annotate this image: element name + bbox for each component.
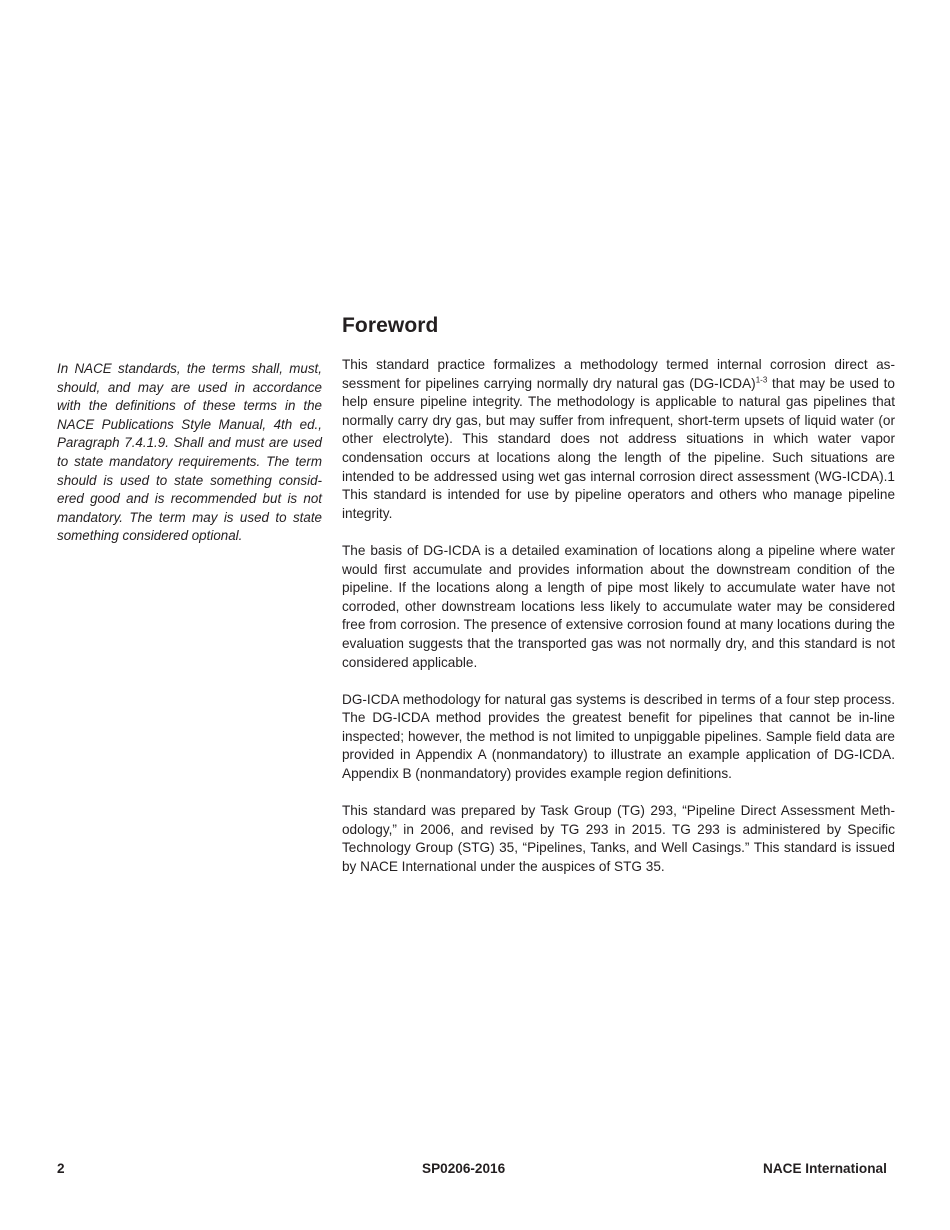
paragraph-1-text-b: that may be used to help ensure pipeline integrity. The methodology is applicable to natural gas pipelines that normally carry dry gas, but may suffer from infrequent, short-term upsets of liquid water (or other electrolyte). This standard does not address situations in which water vapor condensation occurs at locations along the length of the pipeline. Such situations are intended to be addressed using wet gas internal corrosion direct assessment (WG-ICDA).1 This standard is intended for use by pipeline operators and others who manage pipeline integrity. [342,375,895,521]
foreword-section [342,312,895,895]
footer-document-id: SP0206-2016 [422,1161,506,1176]
footer-organization: NACE International [763,1161,887,1176]
section-title: Foreword [342,314,439,337]
paragraph-3: DG-ICDA methodology for natural gas systems is described in terms of a four step process. The DG-ICDA method provides the greatest benefit for pipelines that cannot be in-line inspected; however, the method is not limited to unpiggable pipelines. Sample field data are provided in Appendix A (nonmandatory) to illustrate an example application of DG-ICDA. Appendix B (nonmandatory) provides example region definitions. [342,691,895,782]
paragraph-2: The basis of DG-ICDA is a detailed examination of locations along a pipeline where water would first accumulate and provides information about the downstream condition of the pipeline. If the locations along a length of pipe most likely to accumulate water have not corroded, other downstream locations less likely to accumulate water may be considered free from corrosion. The presence of extensive corrosion found at many locations during the evaluation suggests that the transported gas was not normally dry, and this standard is not considered applicable. [342,542,895,670]
reference-superscript: 1-3 [755,375,768,385]
footer-page-number: 2 [57,1161,65,1176]
paragraph-1 [342,356,895,523]
paragraph-4: This standard was prepared by Task Group (TG) 293, “Pipeline Direct Assessment Methodology,” in 2006, and revised by TG 293 in 2015. TG 293 is administered by Specific Technology Group (STG) 35, “Pipelines, Tanks, and Well Casings.” This standard is issued by NACE International under the auspices of STG 35. [342,803,895,875]
paragraph-1-text-a: This standard practice formalizes a methodology termed internal corrosion direct assessment for pipelines carrying normally dry natural gas (DG-ICDA) [342,357,895,391]
terminology-note: In NACE standards, the terms shall, must, should, and may are used in accordance with the definitions of these terms in the NACE Publications Style Manual, 4th ed., Paragraph 7.4.1.9. Shall and must are used to state mandatory requirements. The term should is used to state something considered good and is recommended but is not mandatory. The term may is used to state something considered optional. [57,361,322,544]
